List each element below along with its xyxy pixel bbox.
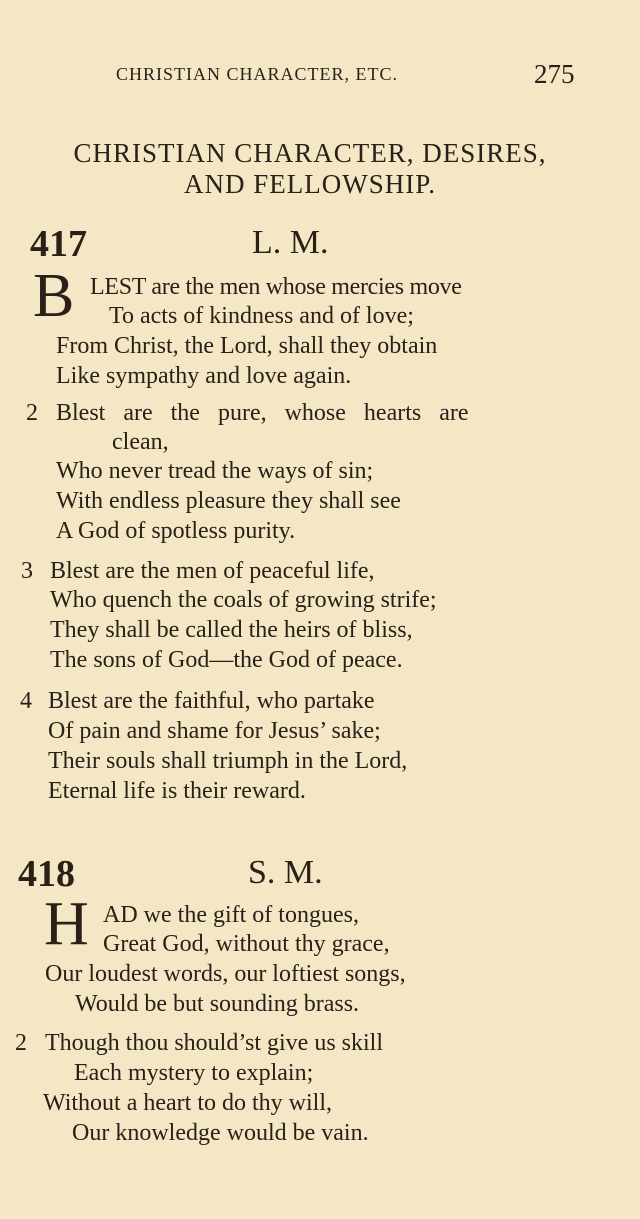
verse-line: Blest are the faithful, who partake	[48, 688, 375, 714]
verse-line: Blest are the men of peaceful life,	[50, 558, 375, 584]
verse-number: 3	[21, 558, 33, 584]
verse-line: To acts of kindness and of love;	[109, 303, 414, 329]
verse-line: Without a heart to do thy will,	[43, 1090, 332, 1116]
verse-line: Like sympathy and love again.	[56, 363, 352, 389]
verse-line: Of pain and shame for Jesus’ sake;	[48, 718, 381, 744]
verse-line: They shall be called the heirs of bliss,	[50, 617, 413, 643]
verse-line: A God of spotless purity.	[56, 518, 296, 544]
verse-line: LEST are the men whose mercies move	[90, 274, 462, 300]
verse-line: Great God, without thy grace,	[103, 931, 390, 957]
hymn-meter: S. M.	[248, 854, 323, 891]
running-title: CHRISTIAN CHARACTER, ETC.	[116, 64, 399, 84]
hymn-number: 417	[30, 223, 87, 265]
verse-number: 4	[20, 688, 32, 714]
hymn-number: 418	[18, 853, 75, 895]
verse-line: Our loudest words, our loftiest songs,	[45, 961, 406, 987]
page-number: 275	[534, 59, 575, 89]
section-title-line: CHRISTIAN CHARACTER, DESIRES,	[73, 138, 547, 168]
verse-line: Who never tread the ways of sin;	[56, 458, 374, 484]
verse-line: clean,	[112, 429, 169, 455]
hymn-heading	[0, 222, 640, 270]
verse-line: Their souls shall triumph in the Lord,	[48, 748, 408, 774]
drop-cap: B	[33, 262, 75, 330]
section-title	[20, 138, 600, 200]
verse-line: Who quench the coals of growing strife;	[50, 587, 437, 613]
verse-line: From Christ, the Lord, shall they obtain	[56, 333, 438, 359]
verse-line: Our knowledge would be vain.	[72, 1120, 369, 1146]
verse-number: 2	[26, 400, 38, 426]
verse-line: Eternal life is their reward.	[48, 778, 306, 804]
running-header	[0, 59, 640, 92]
verse-line: With endless pleasure they shall see	[56, 488, 401, 514]
verse-line: Though thou should’st give us skill	[45, 1030, 384, 1056]
verse-line: AD we the gift of tongues,	[103, 902, 359, 928]
verse-number: 2	[15, 1030, 27, 1056]
drop-cap: H	[44, 890, 89, 958]
section-title-line: AND FELLOWSHIP.	[183, 169, 436, 199]
verse-line: The sons of God—the God of peace.	[50, 647, 403, 673]
verse-line: Each mystery to explain;	[74, 1060, 314, 1086]
hymn-meter: L. M.	[252, 224, 329, 261]
verse-line: Blest are the pure, whose hearts are	[56, 400, 469, 426]
hymn-heading	[0, 852, 640, 900]
verse-line: Would be but sounding brass.	[75, 991, 360, 1017]
